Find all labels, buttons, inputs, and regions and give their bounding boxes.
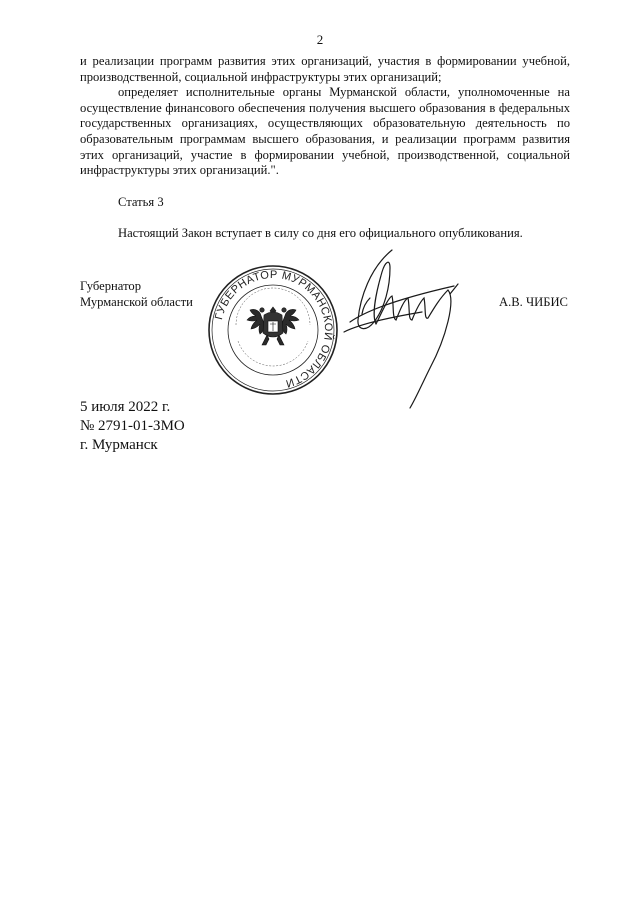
signer-title-line2: Мурманской области (80, 294, 193, 309)
signer-title-line1: Губернатор (80, 279, 141, 293)
handwritten-signature (330, 238, 480, 413)
document-number: № 2791-01-ЗМО (80, 418, 185, 434)
seal-text: ГУБЕРНАТОР МУРМАНСКОЙ ОБЛАСТИ (213, 268, 335, 390)
signer-name: А.В. ЧИБИС (499, 295, 568, 309)
paragraph-continuation: и реализации программ развития этих организаций, участия в формировании учебной, производственной, социальной инфраструктуры этих организаций; (80, 54, 570, 84)
double-headed-eagle-icon (247, 307, 299, 345)
document-date: 5 июля 2022 г. (80, 399, 171, 415)
official-seal (206, 263, 340, 397)
document-body (80, 54, 570, 242)
paragraph-entry-into-force: Настоящий Закон вступает в силу со дня его официального опубликования. (118, 226, 523, 241)
document-city: г. Мурманск (80, 437, 158, 453)
article-heading: Статья 3 (118, 194, 164, 209)
paragraph-executive-bodies: определяет исполнительные органы Мурманской области, уполномоченные на осуществление финансового обеспечения получения высшего образования в федеральных государственных организациях, осуществляющих образовательную деятельность по образовательным программам высшего образования, и реализации программ развития этих организаций, участие в формировании учебной, производственной, социальной инфраструктуры этих организаций.". (80, 85, 570, 178)
signer-title (80, 279, 193, 310)
page-number: 2 (316, 32, 324, 47)
document-footer (80, 398, 185, 455)
